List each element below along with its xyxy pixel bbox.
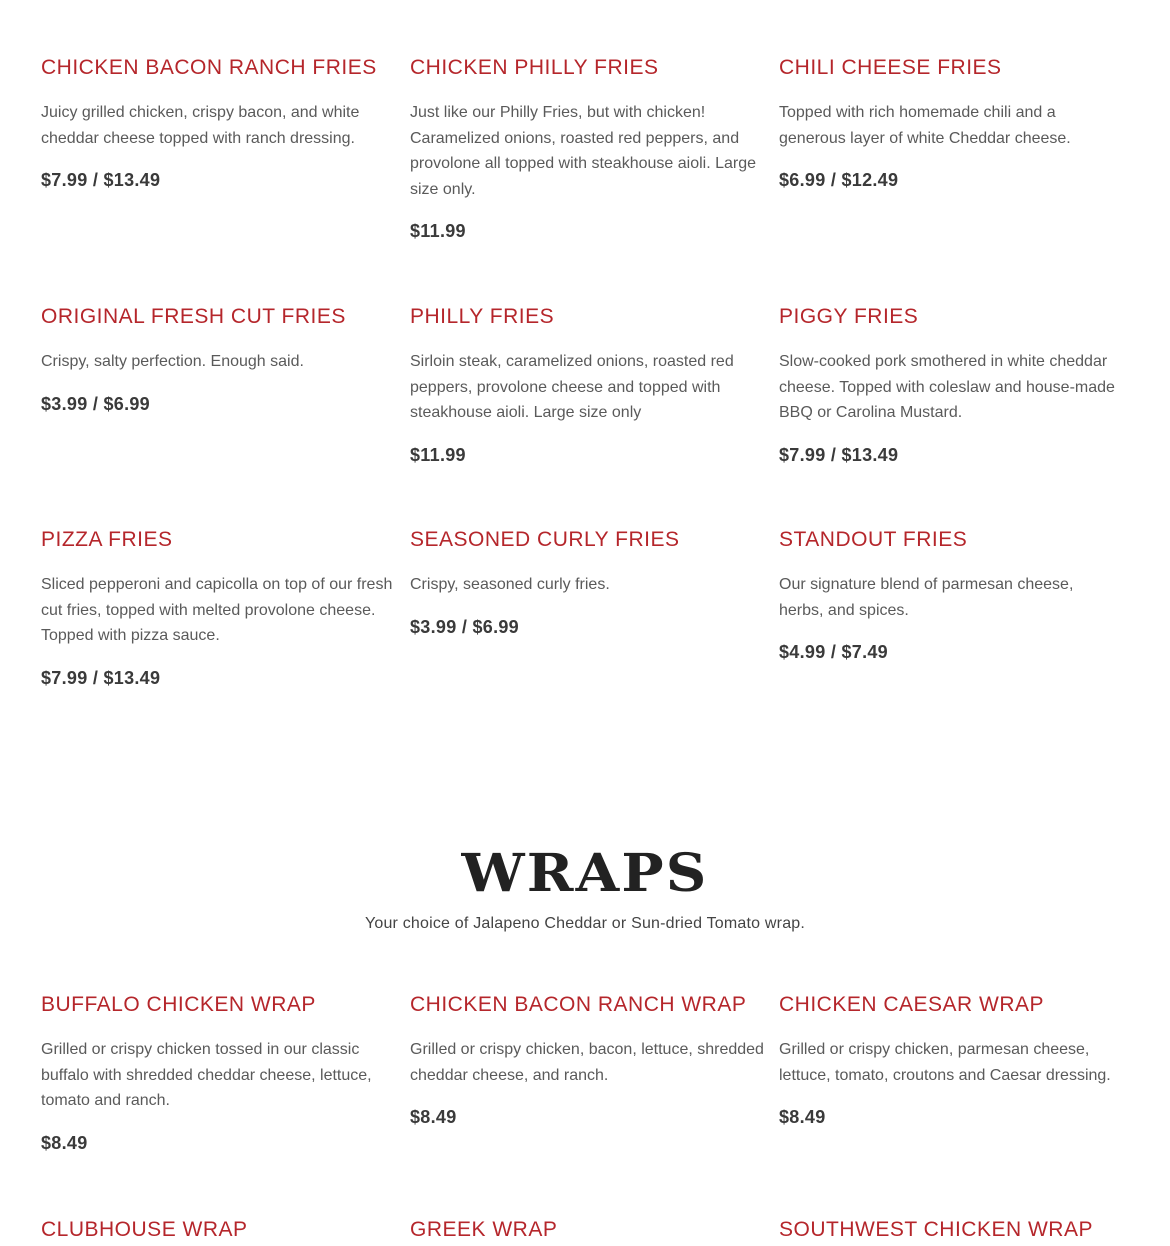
item-description: Slow-cooked pork smothered in white cheddar cheese. Topped with coleslaw and house-made BBQ or Carolina Mustard.	[779, 353, 1115, 421]
item-description: Just like our Philly Fries, but with chicken! Caramelized onions, roasted red peppers, and provolone all topped with steakhouse aioli. Large size only.	[410, 104, 757, 198]
item-price: $3.99 / $6.99	[41, 393, 150, 414]
menu-item[interactable]	[410, 989, 779, 1214]
menu-item[interactable]	[41, 524, 410, 754]
item-price: $8.49	[410, 1107, 457, 1127]
menu-item[interactable]	[779, 301, 1131, 524]
item-description: Topped with rich homemade chili and a generous layer of white Cheddar cheese.	[779, 104, 1071, 147]
menu-item[interactable]	[779, 524, 1131, 754]
fries-menu-grid	[41, 52, 1131, 754]
item-description: Our signature blend of parmesan cheese, herbs, and spices.	[779, 576, 1074, 619]
item-description: Grilled or crispy chicken tossed in our classic buffalo with shredded cheddar cheese, lettuce, tomato and ranch.	[41, 1041, 372, 1109]
menu-item[interactable]	[41, 1214, 410, 1246]
menu-item[interactable]	[779, 1214, 1131, 1246]
item-price: $4.99 / $7.49	[779, 642, 888, 662]
wraps-section-header	[0, 845, 1170, 933]
section-title: WRAPS	[461, 843, 709, 904]
item-description: Crispy, salty perfection. Enough said.	[41, 353, 304, 370]
menu-item[interactable]	[410, 301, 779, 524]
menu-item[interactable]	[410, 524, 779, 754]
menu-item[interactable]	[779, 989, 1131, 1214]
item-name: SOUTHWEST CHICKEN WRAP	[779, 1218, 1093, 1241]
item-name: STANDOUT FRIES	[779, 528, 968, 551]
item-description: Grilled or crispy chicken, bacon, lettuce, shredded cheddar cheese, and ranch.	[410, 1041, 764, 1084]
item-name: PIGGY FRIES	[779, 305, 919, 328]
item-description: Crispy, seasoned curly fries.	[410, 576, 610, 593]
item-name: CHILI CHEESE FRIES	[779, 56, 1002, 79]
item-description: Grilled or crispy chicken, parmesan cheese, lettuce, tomato, croutons and Caesar dressing.	[779, 1041, 1111, 1084]
item-price: $11.99	[410, 221, 466, 241]
item-name: CHICKEN BACON RANCH WRAP	[410, 993, 747, 1016]
item-name: ORIGINAL FRESH CUT FRIES	[41, 305, 346, 328]
item-price: $3.99 / $6.99	[410, 616, 519, 637]
menu-item[interactable]	[41, 989, 410, 1214]
menu-item[interactable]	[779, 52, 1131, 301]
item-description: Juicy grilled chicken, crispy bacon, and white cheddar cheese topped with ranch dressing.	[41, 104, 360, 147]
item-description: Sliced pepperoni and capicolla on top of our fresh cut fries, topped with melted provolone cheese. Topped with pizza sauce.	[41, 576, 393, 644]
item-name: CHICKEN CAESAR WRAP	[779, 993, 1045, 1016]
item-name: CHICKEN PHILLY FRIES	[410, 56, 659, 79]
item-description: Sirloin steak, caramelized onions, roasted red peppers, provolone cheese and topped with steakhouse aioli. Large size only	[410, 353, 734, 421]
menu-item[interactable]	[41, 52, 410, 301]
wraps-menu-grid	[41, 989, 1131, 1246]
item-name: BUFFALO CHICKEN WRAP	[41, 993, 316, 1016]
item-name: PIZZA FRIES	[41, 528, 173, 551]
item-name: SEASONED CURLY FRIES	[410, 528, 680, 551]
menu-item[interactable]	[41, 301, 410, 524]
item-price: $6.99 / $12.49	[779, 170, 899, 190]
item-price: $11.99	[410, 444, 466, 465]
item-price: $7.99 / $13.49	[41, 170, 161, 190]
item-price: $7.99 / $13.49	[779, 444, 899, 465]
menu-item[interactable]	[410, 1214, 779, 1246]
menu-item[interactable]	[410, 52, 779, 301]
item-name: CHICKEN BACON RANCH FRIES	[41, 56, 377, 79]
item-price: $8.49	[779, 1107, 826, 1127]
item-price: $8.49	[41, 1132, 88, 1153]
item-name: CLUBHOUSE WRAP	[41, 1218, 248, 1241]
section-subtitle: Your choice of Jalapeno Cheddar or Sun-dried Tomato wrap.	[364, 915, 806, 932]
item-name: PHILLY FRIES	[410, 305, 555, 328]
item-price: $7.99 / $13.49	[41, 667, 161, 688]
item-name: GREEK WRAP	[410, 1218, 558, 1241]
